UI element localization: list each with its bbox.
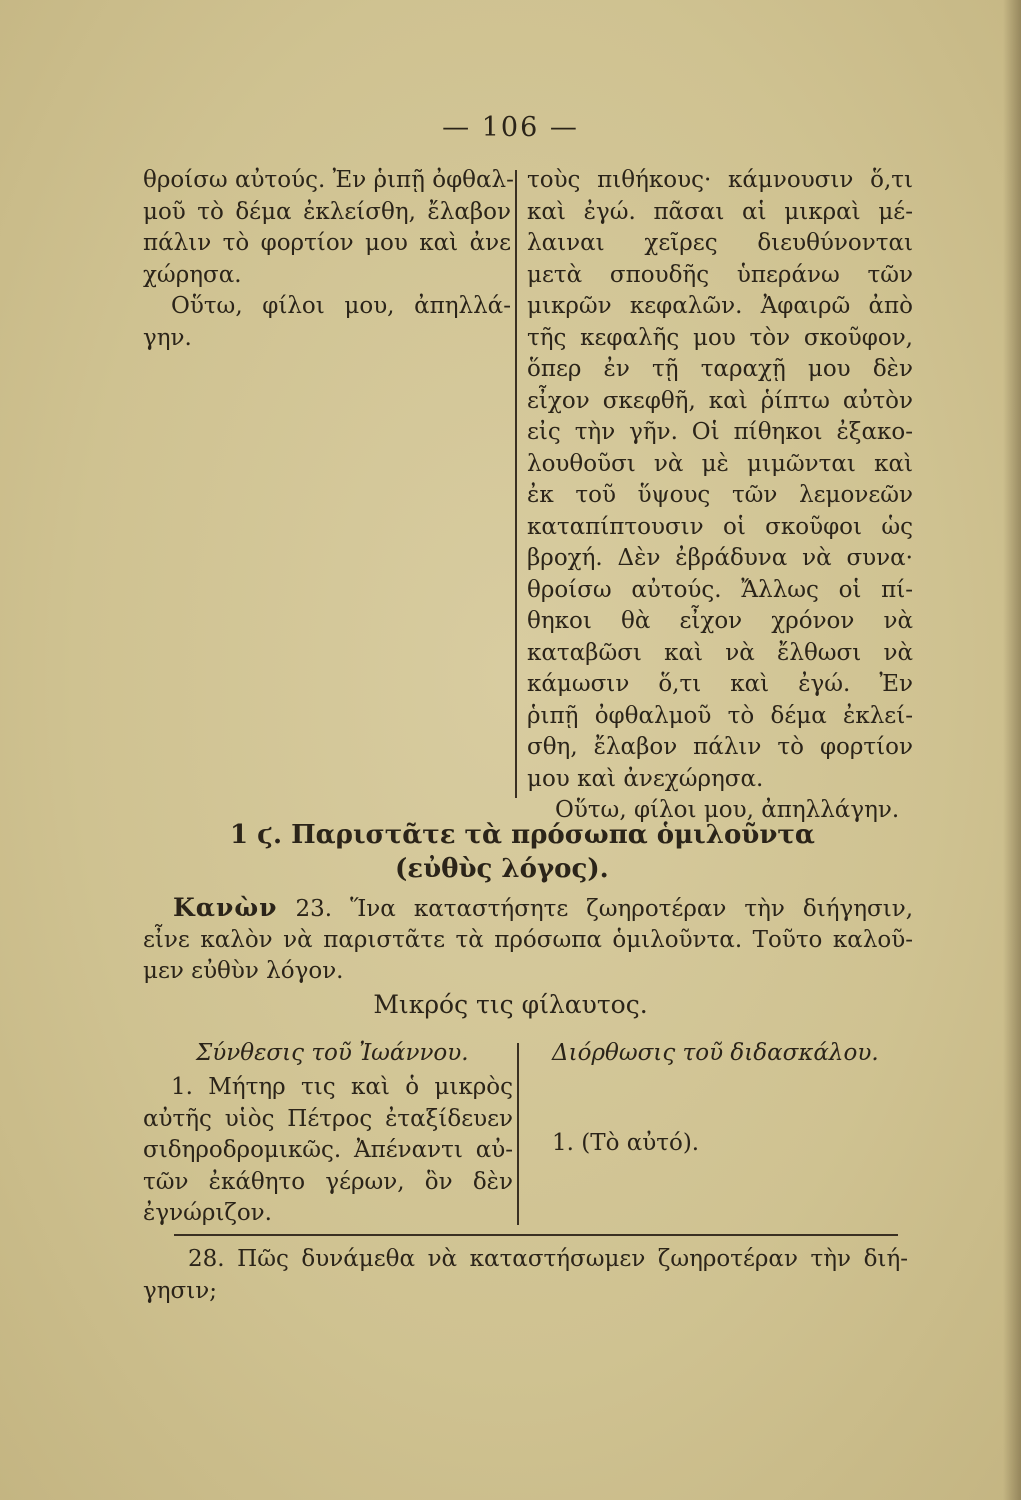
left-line: πάλιν τὸ φορτίον μου καὶ ἀνε	[143, 230, 511, 256]
rule-lead: Κανὼν	[173, 893, 278, 922]
rule-text: Ἵνα καταστήσητε ζωηροτέραν τὴν διήγησιν,	[350, 896, 914, 922]
right-line: ῥιπῇ ὀφθαλμοῦ τὸ δέμα ἐκλεί-	[527, 702, 913, 729]
right-line: ὅπερ ἐν τῇ ταραχῇ μου δὲν	[527, 356, 913, 382]
right-line: Οὕτω, φίλοι μου, ἀπηλλάγην.	[555, 797, 900, 823]
rule-paragraph	[143, 892, 913, 987]
right-line: εἰς τὴν γῆν. Οἱ πίθηκοι ἐξακο-	[527, 419, 913, 445]
left-line: μοῦ τὸ δέμα ἐκλείσθη, ἔλαβον	[143, 198, 511, 225]
exercise-title: Μικρός τις φίλαυτος.	[373, 990, 648, 1019]
right-line: σθη, ἔλαβον πάλιν τὸ φορτίον	[527, 734, 913, 760]
page-number: — 106 —	[442, 112, 579, 143]
composition-line: σιδηροδρομικῶς. Ἀπέναντι αὐ-	[143, 1137, 513, 1163]
section-heading	[230, 818, 850, 852]
exercise-divider	[517, 1043, 519, 1225]
right-line: εἶχον σκεφθῆ, καὶ ῥίπτω αὐτὸν	[527, 387, 913, 414]
right-column	[527, 165, 913, 827]
right-line: ἐκ τοῦ ὕψους τῶν λεμονεῶν	[527, 482, 913, 508]
composition-line: τῶν ἐκάθητο γέρων, ὃν δὲν	[143, 1168, 513, 1195]
question-line-1: 28. Πῶς δυνάμεθα νὰ καταστήσωμεν ζωηροτέραν τὴν διή-	[188, 1246, 908, 1272]
right-line: τοὺς πιθήκους· κάμνουσιν ὅ,τι	[527, 167, 913, 193]
rule-line-3: μεν εὐθὺν λόγον.	[143, 958, 344, 984]
left-column	[143, 165, 514, 354]
column-divider	[515, 170, 517, 798]
rule-line-2: εἶνε καλὸν νὰ παριστᾶτε τὰ πρόσωπα ὁμιλοῦντα. Τοῦτο καλοῦ-	[143, 927, 913, 953]
right-line: καὶ ἐγώ. πᾶσαι αἱ μικραὶ μέ-	[527, 198, 913, 225]
composition-line: ἐγνώριζον.	[143, 1200, 272, 1226]
page-edge-shadow	[1003, 0, 1021, 1500]
right-line: τῆς κεφαλῆς μου τὸν σκοῦφον,	[527, 324, 913, 351]
right-line: καταπίπτουσιν οἱ σκοῦφοι ὡς	[527, 513, 913, 540]
composition-line: αὐτῆς υἱὸς Πέτρος ἐταξίδευεν	[143, 1105, 513, 1132]
section-title: Παριστᾶτε τὰ πρόσωπα ὁμιλοῦντα	[291, 820, 815, 850]
right-line: μετὰ σπουδῆς ὑπεράνω τῶν	[527, 261, 913, 288]
left-line: γην.	[143, 324, 192, 351]
teacher-correction: 1. (Τὸ αὐτό).	[552, 1130, 700, 1156]
composition-line: 1. Μήτηρ τις καὶ ὁ μικρὸς	[171, 1074, 513, 1100]
left-line: χώρησα.	[143, 261, 242, 288]
question	[143, 1243, 908, 1307]
right-line: μου καὶ ἀνεχώρησα.	[527, 765, 764, 792]
right-line: καταβῶσι καὶ νὰ ἔλθωσι νὰ	[527, 639, 913, 666]
right-line: λουθοῦσι νὰ μὲ μιμῶνται καὶ	[527, 450, 913, 477]
right-line: κάμωσιν ὅ,τι καὶ ἐγώ. Ἐν	[527, 671, 913, 697]
right-line: λαιναι χεῖρες διευθύνονται	[527, 230, 913, 256]
right-line: μικρῶν κεφαλῶν. Ἀφαιρῶ ἀπὸ	[527, 293, 913, 319]
section-number: 1 ϛ.	[230, 820, 283, 850]
question-line-2: γησιν;	[143, 1278, 217, 1304]
right-line: θηκοι θὰ εἶχον χρόνον νὰ	[527, 608, 913, 634]
student-composition	[143, 1072, 513, 1230]
right-line: βροχή. Δὲν ἐβράδυνα νὰ συνα·	[527, 545, 913, 571]
rule-number: 23.	[295, 896, 333, 922]
right-line: θροίσω αὐτούς. Ἄλλως οἱ πί-	[527, 576, 913, 603]
section-subtitle: (εὐθὺς λόγος).	[395, 854, 609, 884]
rule-line-1	[143, 892, 913, 925]
student-composition-header: Σύνθεσις τοῦ Ἰωάννου.	[196, 1040, 469, 1066]
left-line: Οὕτω, φίλοι μου, ἀπηλλά-	[171, 293, 511, 319]
left-line: θροίσω αὐτούς. Ἐν ῥιπῇ ὀφθαλ-	[143, 167, 514, 193]
horizontal-divider	[174, 1234, 898, 1236]
teacher-correction-header: Διόρθωσις τοῦ διδασκάλου.	[552, 1040, 879, 1066]
